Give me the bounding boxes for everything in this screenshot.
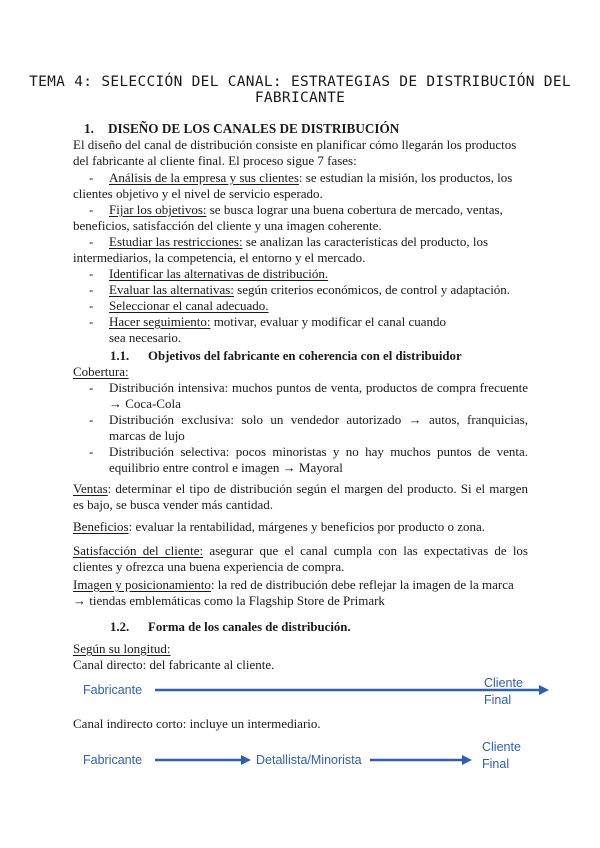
canal-indirecto-text: Canal indirecto corto: incluye un intermediario. — [73, 716, 321, 731]
section-1-1-heading — [110, 349, 462, 364]
phase-term: Fijar los objetivos: — [109, 202, 207, 217]
phase-text: : se estudian la misión, los productos, los clientes objetivo y el nivel de servicio esperado. — [73, 170, 513, 202]
flow-detallista: Detallista/Minorista — [256, 753, 362, 767]
flow-arrow — [73, 676, 533, 716]
phase-text: se analizan las características del producto, los intermediarios, la competencia, el entorno y el mercado. — [73, 234, 489, 266]
imagen-label: Imagen y posicionamiento — [73, 577, 211, 592]
section-1-1-title: Objetivos del fabricante en coherencia con el distribuidor — [148, 349, 462, 363]
phase-item: - Estudiar las restricciones: se analizan las características del producto, los intermediarios, la competencia, el entorno y el mercado. — [73, 234, 489, 266]
phase-text: se busca lograr una buena cobertura de mercado, ventas, beneficios, satisfacción del cliente y una imagen coherente. — [73, 202, 503, 234]
phase-term: Hacer seguimiento: — [109, 314, 211, 329]
section-1-2-number: 1.2. — [110, 620, 130, 634]
satisfaccion-text: asegurar que el canal cumpla con las expectativas de los clientes y ofrezca una buena experiencia de compra. — [73, 543, 528, 575]
section-1-2-title: Forma de los canales de distribución. — [148, 620, 351, 634]
section-1-title: DISEÑO DE LOS CANALES DE DISTRIBUCIÓN — [108, 121, 400, 136]
phase-item: - Hacer seguimiento: motivar, evaluar y modificar el canal cuando sea necesario. — [89, 314, 446, 346]
imagen-paragraph — [73, 577, 528, 609]
page-title: TEMA 4: SELECCIÓN DEL CANAL: ESTRATEGIAS DE DISTRIBUCIÓN DEL FABRICANTE — [29, 74, 571, 106]
phase-item: - Identificar las alternativas de distribución. — [89, 266, 329, 281]
cobertura-item: - Distribución selectiva: pocos minoristas y no hay muchos puntos de venta. equilibrio entre control e imagen → Mayoral — [89, 444, 528, 476]
cobertura-label: Cobertura: — [73, 364, 129, 379]
section-1-number: 1. — [84, 121, 94, 136]
ventas-text: : determinar el tipo de distribución según el margen del producto. Si el margen es bajo, se busca vender más cantidad. — [73, 481, 528, 513]
flow-final: Final — [484, 693, 512, 707]
flow-final: Final — [482, 757, 510, 771]
phase-term: Seleccionar el canal adecuado. — [109, 298, 269, 313]
phase-item: - Fijar los objetivos: se busca lograr una buena cobertura de mercado, ventas, beneficios, satisfacción del cliente y una imagen coherente. — [73, 202, 503, 234]
beneficios-paragraph — [73, 519, 528, 535]
longitud-label: Según su longitud: — [73, 641, 171, 656]
phase-item: - Evaluar las alternativas: según criterios económicos, de control y adaptación. — [89, 282, 511, 297]
flow-fabricante: Fabricante — [83, 753, 143, 767]
beneficios-label: Beneficios — [73, 519, 129, 534]
phase-term: Evaluar las alternativas: — [109, 282, 234, 297]
phase-text: según criterios económicos, de control y adaptación. — [233, 282, 511, 297]
cobertura-item: - Distribución intensiva: muchos puntos de venta, productos de compra frecuente → Coca-Cola — [89, 380, 528, 412]
canal-directo-diagram — [73, 676, 533, 716]
imagen-text: : la red de distribución debe reflejar la imagen de la marca → tiendas emblemáticas como la Flagship Store de Primark — [73, 577, 514, 609]
satisfaccion-label: Satisfacción del cliente: — [73, 543, 204, 558]
phase-term: Identificar las alternativas de distribución. — [109, 266, 329, 281]
phase-text: motivar, evaluar y modificar el canal cuando sea necesario. — [109, 314, 446, 346]
canal-indirecto-diagram — [73, 740, 533, 780]
cobertura-item: - Distribución exclusiva: solo un vendedor autorizado → autos, franquicias, marcas de lujo — [89, 412, 528, 444]
beneficios-text: : evaluar la rentabilidad, márgenes y beneficios por producto o zona. — [128, 519, 486, 534]
satisfaccion-paragraph — [73, 543, 528, 575]
phase-item: - Seleccionar el canal adecuado. — [89, 298, 269, 313]
flow-cliente: Cliente — [482, 740, 521, 754]
ventas-label: Ventas — [73, 481, 108, 496]
canal-directo-text: Canal directo: del fabricante al cliente. — [73, 657, 275, 672]
section-1-intro: El diseño del canal de distribución consiste en planificar cómo llegarán los productos del fabricante al cliente final. El proceso sigue 7 fases: — [73, 137, 517, 169]
flow-cliente: Cliente — [484, 676, 523, 690]
phase-term: Estudiar las restricciones: — [109, 234, 243, 249]
section-1-heading — [84, 121, 399, 137]
section-1-2-heading — [110, 620, 351, 635]
phase-term: Análisis de la empresa y sus clientes — [109, 170, 299, 185]
section-1-1-number: 1.1. — [110, 349, 130, 363]
ventas-paragraph — [73, 481, 528, 513]
phase-item: - Análisis de la empresa y sus clientes: se estudian la misión, los productos, los clientes objetivo y el nivel de servicio esperado. — [73, 170, 513, 202]
flow-fabricante: Fabricante — [83, 683, 143, 697]
